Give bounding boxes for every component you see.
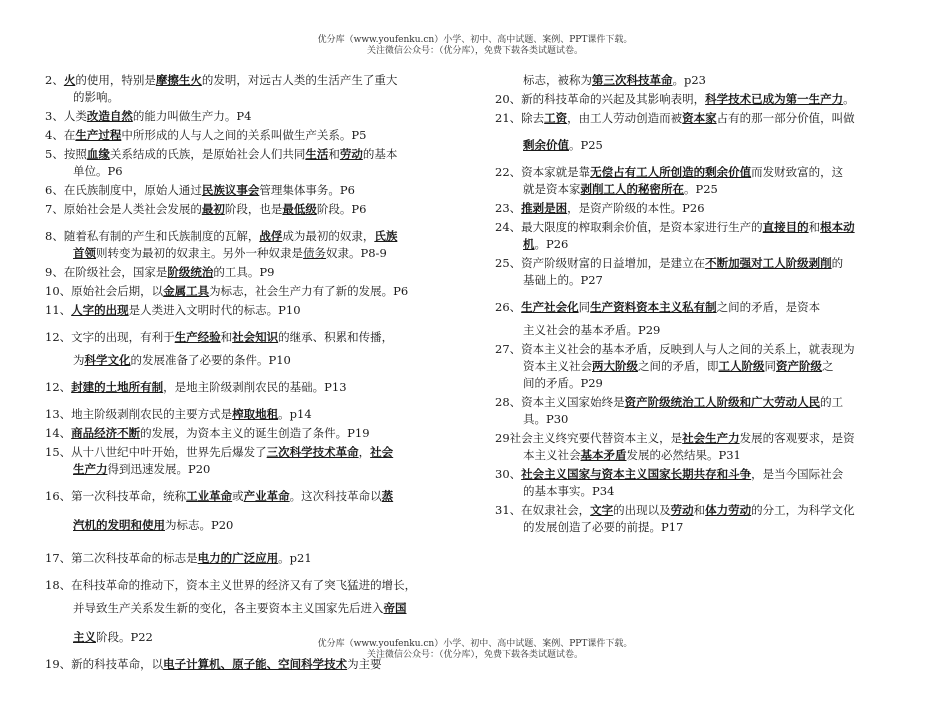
list-item: 29社会主义终究要代替资本主义，是社会生产力发展的客观要求，是资 本主义社会基本矛盾发展的必然结果。P31: [495, 431, 855, 462]
list-item: 11、人字的出现是人类进入文明时代的标志。P10: [45, 303, 301, 317]
header-line-2: 关注微信公众号：（优分库），免费下载各类试题试卷。: [366, 46, 583, 56]
list-item: 12、文字的出现，有利于生产经验和社会知识的继承、积累和传播， 为科学文化的发展准备了必要的条件。P10: [45, 330, 394, 367]
list-item: 10、原始社会后期，以金属工具为标志，社会生产力有了新的发展。P6: [45, 284, 409, 298]
list-item: 6、在氏族制度中，原始人通过民族议事会管理集体事务。P6: [45, 183, 355, 197]
list-item: 24、最大限度的榨取剩余价值，是资本家进行生产的直接目的和根本动 机。P26: [495, 220, 855, 251]
list-item: 27、资本主义社会的基本矛盾，反映到人与人之间的关系上，就表现为 资本主义社会两大阶级之间的矛盾，即工人阶级同资产阶级之 间的矛盾。P29: [495, 342, 855, 390]
list-item: 30、社会主义国家与资本主义国家长期共存和斗争，是当今国际社会 的基本事实。P34: [495, 467, 844, 498]
list-item: 22、资本家就是靠无偿占有工人所创造的剩余价值而发财致富的，这 就是资本家剥削工人的秘密所在。P25: [495, 165, 844, 196]
list-item: 5、按照血缘关系结成的氏族，是原始社会人们共同生活和劳动的基本 单位。P6: [45, 147, 398, 178]
list-item: 3、人类改造自然的能力叫做生产力。P4: [45, 109, 252, 123]
list-item: 13、地主阶级剥削农民的主要方式是榨取地租。p14: [45, 407, 312, 421]
list-item: 16、第一次科技革命，统称工业革命或产业革命。这次科技革命以蒸 汽机的发明和使用为标志。P20: [45, 489, 394, 532]
list-item: 23、推剥是困，是资产阶级的本性。P26: [495, 201, 705, 215]
list-item: 28、资本主义国家始终是资产阶级统治工人阶级和广大劳动人民的工 具。P30: [495, 395, 844, 426]
list-item: 21、除去工资，由工人劳动创造而被资本家占有的那一部分价值，叫做 剩余价值。P25: [495, 111, 855, 152]
list-item: 31、在奴隶社会，文字的出现以及劳动和体力劳动的分工，为科学文化 的发展创造了必要的前提。P17: [495, 503, 855, 534]
list-item: 8、随着私有制的产生和氏族制度的瓦解，战俘成为最初的奴隶，氏族 首领则转变为最初的奴隶主。另外一种奴隶是债务奴隶。P8-9: [45, 229, 398, 260]
page-header: [0, 35, 950, 57]
list-item: 20、新的科技革命的兴起及其影响表明，科学技术已成为第一生产力。: [495, 92, 855, 106]
list-item: 19、新的科技革命，以电子计算机、原子能、空间科学技术为主要: [45, 657, 382, 671]
list-item: 26、生产社会化同生产资料资本主义私有制之间的矛盾，是资本 主义社会的基本矛盾。P29: [495, 300, 821, 337]
list-item: 17、第二次科技革命的标志是电力的广泛应用。p21: [45, 551, 312, 565]
list-item: 7、原始社会是人类社会发展的最初阶段，也是最低级阶段。P6: [45, 202, 367, 216]
list-item: 18、在科技革命的推动下，资本主义世界的经济又有了突飞猛进的增长， 并导致生产关系发生新的变化，各主要资本主义国家先后进入帝国 主义阶段。P22: [45, 578, 417, 644]
list-item: 9、在阶级社会，国家是阶级统治的工具。P9: [45, 265, 275, 279]
list-item: 12、封建的土地所有制，是地主阶级剥削农民的基础。P13: [45, 380, 347, 394]
list-item: 4、在生产过程中所形成的人与人之间的关系叫做生产关系。P5: [45, 128, 367, 142]
footer-line-1: 优分库（www.youfenku.cn）小学、初中、高中试题、案例、PPT课件下载。: [317, 639, 633, 649]
right-column: [495, 72, 880, 538]
list-item: 2、火的使用，特别是摩擦生火的发明，对远古人类的生活产生了重大 的影响。: [45, 73, 398, 104]
list-item: 25、资产阶级财富的日益增加，是建立在不断加强对工人阶级剥削的 基础上的。P27: [495, 256, 844, 287]
header-line-1: 优分库（www.youfenku.cn）小学、初中、高中试题、案例、PPT课件下载。: [317, 35, 633, 45]
footer-line-2: 关注微信公众号：（优分库），免费下载各类试题试卷。: [366, 650, 583, 660]
left-column: [45, 72, 463, 675]
list-item: 15、从十八世纪中叶开始，世界先后爆发了三次科学技术革命，社会 生产力得到迅速发展。P20: [45, 445, 394, 476]
list-item: 标志，被称为第三次科技革命。p23: [523, 73, 706, 87]
list-item: 14、商品经济不断的发展，为资本主义的诞生创造了条件。P19: [45, 426, 370, 440]
page-footer: [0, 639, 950, 661]
